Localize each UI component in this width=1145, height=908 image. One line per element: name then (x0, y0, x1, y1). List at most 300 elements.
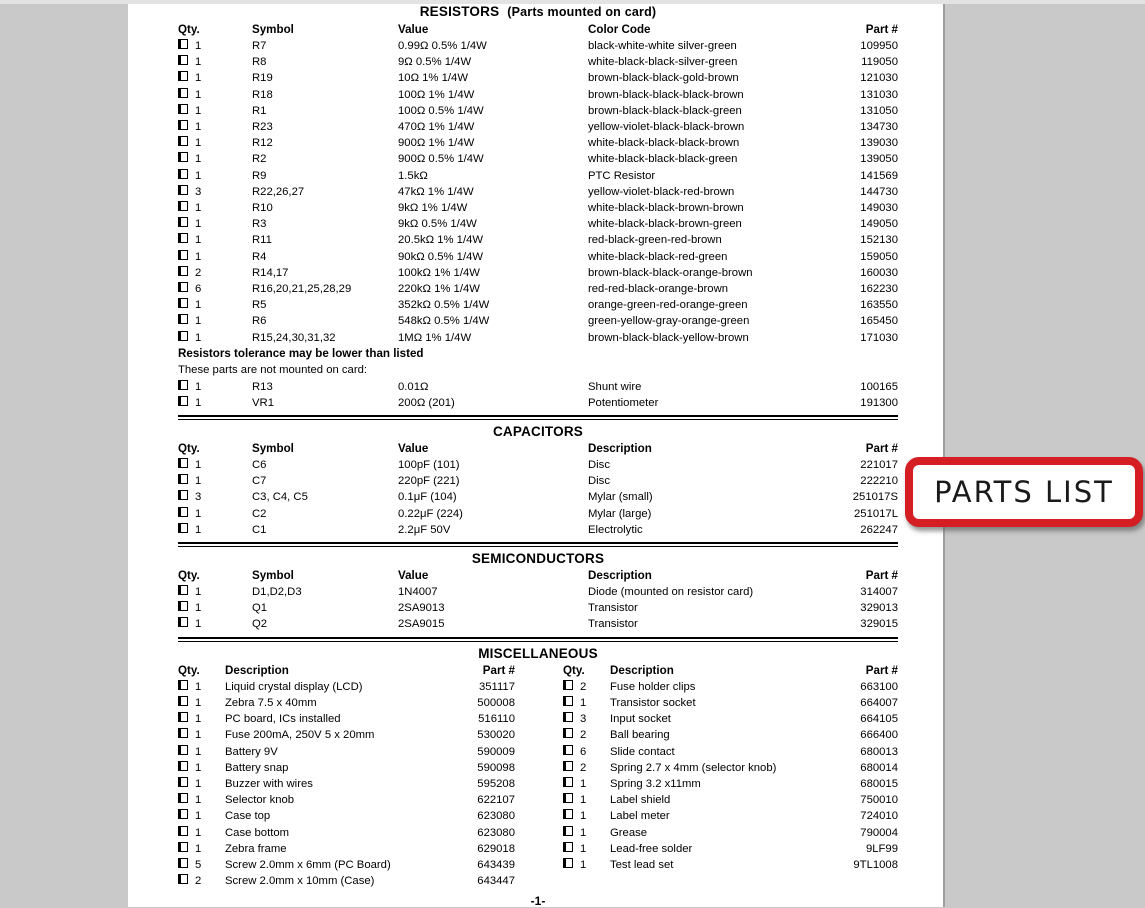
checkbox-icon (563, 728, 573, 738)
qty-cell: 1 (178, 168, 252, 184)
table-row (178, 506, 898, 522)
qty-cell: 1 (563, 776, 610, 792)
table-row (178, 87, 898, 103)
table-row (178, 695, 515, 711)
symbol-cell: C1 (252, 523, 267, 536)
qty-cell: 1 (563, 792, 610, 808)
description-cell: PTC Resistor (588, 169, 656, 182)
value-cell: 100pF (101) (398, 459, 460, 472)
table-row (563, 808, 898, 824)
table-row (178, 760, 515, 776)
table-row (178, 473, 898, 489)
semiconductors-title: SEMICONDUCTORS (471, 551, 605, 567)
qty-cell: 3 (563, 711, 610, 727)
symbol-cell: R15,24,30,31,32 (252, 331, 336, 344)
part-cell: 516110 (478, 713, 515, 726)
qty-cell: 1 (178, 841, 225, 857)
symbol-cell: R19 (252, 72, 273, 85)
part-cell: 152130 (860, 234, 898, 247)
symbol-cell: R7 (252, 40, 267, 52)
qty-cell: 3 (178, 184, 252, 200)
checkbox-icon (563, 826, 573, 836)
part-cell: 595208 (477, 777, 515, 790)
document-page (128, 0, 945, 907)
part-cell: 100165 (860, 380, 898, 393)
col-value: Value (398, 23, 429, 36)
checkbox-icon (178, 331, 188, 341)
checkbox-icon (178, 380, 188, 390)
description-cell: Electrolytic (588, 523, 643, 536)
resistors-rows (178, 38, 898, 346)
value-cell: 100Ω 1% 1/4W (398, 88, 475, 101)
symbol-cell: VR1 (252, 396, 274, 409)
part-cell: 643447 (477, 875, 515, 888)
qty-cell: 1 (178, 600, 252, 616)
resistors-extra-rows (178, 379, 898, 411)
qty-cell: 1 (178, 776, 225, 792)
description-cell: yellow-violet-black-black-brown (588, 121, 745, 134)
table-row (178, 38, 898, 54)
value-cell: 100Ω 0.5% 1/4W (398, 104, 484, 117)
checkbox-icon (178, 217, 188, 227)
description-cell: black-white-white silver-green (588, 40, 737, 52)
checkbox-icon (178, 474, 188, 484)
description-cell: Lead-free solder (610, 842, 693, 855)
value-cell: 0.01Ω (398, 380, 429, 393)
symbol-cell: R5 (252, 299, 267, 312)
checkbox-icon (563, 761, 573, 771)
col-part: Part # (865, 569, 898, 583)
col-symbol: Symbol (252, 23, 294, 36)
col-symbol: Symbol (252, 442, 294, 456)
description-cell: Spring 2.7 x 4mm (selector knob) (610, 761, 777, 774)
table-row (178, 489, 898, 505)
description-cell: Fuse 200mA, 250V 5 x 20mm (225, 729, 375, 742)
table-row (563, 776, 898, 792)
checkbox-icon (178, 282, 188, 292)
misc-right-header-row (563, 662, 898, 679)
qty-cell: 1 (178, 695, 225, 711)
description-cell: Case bottom (225, 826, 290, 839)
description-cell: brown-black-black-yellow-brown (588, 331, 749, 344)
col-description: Description (610, 663, 674, 677)
section-divider (178, 415, 898, 420)
value-cell: 1MΩ 1% 1/4W (398, 331, 472, 344)
qty-cell: 1 (178, 711, 225, 727)
value-cell: 10Ω 1% 1/4W (398, 72, 468, 85)
capacitors-section-title (178, 423, 898, 440)
viewer-top-edge (0, 0, 1145, 4)
part-cell: 314007 (860, 586, 898, 599)
checkbox-icon (178, 55, 188, 65)
part-cell: 623080 (477, 810, 515, 823)
value-cell: 100kΩ 1% 1/4W (398, 266, 480, 279)
description-cell: Battery snap (225, 761, 289, 774)
table-row (563, 760, 898, 776)
qty-cell: 1 (178, 200, 252, 216)
checkbox-icon (178, 777, 188, 787)
qty-cell: 1 (178, 38, 252, 54)
description-cell: Screw 2.0mm x 10mm (Case) (225, 875, 375, 888)
part-cell: 590098 (477, 761, 515, 774)
qty-cell: 1 (178, 808, 225, 824)
part-cell: 724010 (860, 810, 898, 823)
qty-cell: 1 (178, 249, 252, 265)
checkbox-icon (563, 745, 573, 755)
checkbox-icon (563, 842, 573, 852)
col-part: Part # (482, 663, 515, 677)
table-row (178, 776, 515, 792)
semiconductors-section-title (178, 550, 898, 567)
capacitors-header-row (178, 440, 898, 457)
checkbox-icon (178, 793, 188, 803)
not-mounted-note: These parts are not mounted on card: (178, 364, 368, 377)
checkbox-icon (563, 809, 573, 819)
description-cell: white-black-black-silver-green (588, 56, 738, 69)
qty-cell: 1 (178, 584, 252, 600)
qty-cell: 1 (178, 616, 252, 632)
description-cell: Zebra frame (225, 842, 287, 855)
checkbox-icon (178, 617, 188, 627)
description-cell: Label shield (610, 794, 671, 807)
description-cell: yellow-violet-black-red-brown (588, 185, 735, 198)
value-cell: 200Ω (201) (398, 396, 455, 409)
qty-cell: 5 (178, 857, 225, 873)
table-row (563, 679, 898, 695)
part-cell: 680013 (860, 745, 898, 758)
description-cell: Transistor socket (610, 696, 696, 709)
description-cell: Ball bearing (610, 729, 670, 742)
qty-cell: 3 (178, 489, 252, 505)
qty-cell: 1 (178, 135, 252, 151)
part-cell: 141569 (860, 169, 898, 182)
description-cell: Mylar (large) (588, 507, 652, 520)
part-cell: 134730 (860, 121, 898, 134)
qty-cell: 1 (563, 808, 610, 824)
part-cell: 664105 (860, 713, 898, 726)
symbol-cell: R22,26,27 (252, 185, 305, 198)
table-row (178, 330, 898, 346)
part-cell: 680014 (860, 761, 898, 774)
part-cell: 139050 (860, 153, 898, 166)
checkbox-icon (178, 728, 188, 738)
table-row (178, 135, 898, 151)
value-cell: 2.2μF 50V (398, 523, 451, 536)
part-cell: 171030 (860, 331, 898, 344)
checkbox-icon (178, 185, 188, 195)
symbol-cell: R2 (252, 153, 267, 166)
description-cell: Selector knob (225, 794, 295, 807)
checkbox-icon (178, 136, 188, 146)
qty-cell: 1 (178, 70, 252, 86)
table-row (178, 281, 898, 297)
col-part: Part # (865, 663, 898, 677)
table-row (178, 151, 898, 167)
checkbox-icon (563, 712, 573, 722)
miscellaneous-columns (178, 662, 898, 890)
part-cell: 9LF99 (865, 842, 898, 855)
table-row (178, 54, 898, 70)
qty-cell: 1 (178, 330, 252, 346)
table-row (178, 616, 898, 632)
section-divider (178, 637, 898, 642)
qty-cell: 1 (178, 522, 252, 538)
value-cell: 220kΩ 1% 1/4W (398, 283, 480, 296)
part-cell: 131030 (860, 88, 898, 101)
col-description: Description (588, 569, 652, 583)
page-number: -1- (530, 894, 546, 908)
table-row (178, 216, 898, 232)
col-description: Description (588, 442, 652, 456)
part-cell: 262247 (860, 523, 898, 536)
symbol-cell: R14,17 (252, 266, 289, 279)
qty-cell: 1 (178, 216, 252, 232)
checkbox-icon (563, 793, 573, 803)
description-cell: white-black-black-black-brown (588, 137, 740, 150)
description-cell: Mylar (small) (588, 491, 653, 504)
part-cell: 222210 (860, 475, 898, 488)
qty-cell: 1 (178, 54, 252, 70)
checkbox-icon (563, 696, 573, 706)
part-cell: 622107 (477, 794, 515, 807)
part-cell: 251017S (852, 491, 898, 504)
table-row (178, 200, 898, 216)
checkbox-icon (178, 314, 188, 324)
checkbox-icon (563, 680, 573, 690)
checkbox-icon (178, 680, 188, 690)
table-row (178, 841, 515, 857)
table-row (563, 825, 898, 841)
checkbox-icon (178, 745, 188, 755)
parts-list-content (178, 3, 898, 908)
description-cell: Case top (225, 810, 271, 823)
col-value: Value (398, 569, 429, 583)
col-qty: Qty. (178, 23, 200, 36)
part-cell: 666400 (860, 729, 898, 742)
checkbox-icon (178, 71, 188, 81)
checkbox-icon (178, 104, 188, 114)
part-cell: 329015 (860, 618, 898, 631)
qty-cell: 2 (563, 679, 610, 695)
symbol-cell: Q1 (252, 602, 268, 615)
qty-cell: 1 (178, 119, 252, 135)
description-cell: Transistor (588, 602, 638, 615)
checkbox-icon (178, 874, 188, 884)
checkbox-icon (178, 490, 188, 500)
qty-cell: 1 (178, 792, 225, 808)
part-cell: 251017L (854, 507, 898, 520)
table-row (563, 841, 898, 857)
part-cell: 9TL1008 (853, 858, 898, 871)
description-cell: brown-black-black-black-green (588, 104, 742, 117)
table-row (563, 857, 898, 873)
qty-cell: 2 (563, 727, 610, 743)
table-row (178, 395, 898, 411)
checkbox-icon (178, 396, 188, 406)
table-row (178, 297, 898, 313)
part-cell: 144730 (860, 185, 898, 198)
part-cell: 121030 (860, 72, 898, 85)
checkbox-icon (178, 152, 188, 162)
value-cell: 20.5kΩ 1% 1/4W (398, 234, 484, 247)
symbol-cell: R8 (252, 56, 267, 69)
col-value: Value (398, 442, 429, 456)
part-cell: 329013 (860, 602, 898, 615)
checkbox-icon (178, 458, 188, 468)
checkbox-icon (178, 761, 188, 771)
qty-cell: 2 (178, 873, 225, 889)
value-cell: 900Ω 1% 1/4W (398, 137, 475, 150)
qty-cell: 1 (178, 395, 252, 411)
checkbox-icon (178, 842, 188, 852)
qty-cell: 1 (563, 695, 610, 711)
checkbox-icon (178, 169, 188, 179)
part-cell: 162230 (860, 283, 898, 296)
checkbox-icon (178, 601, 188, 611)
part-cell: 191300 (860, 396, 898, 409)
table-row (178, 168, 898, 184)
table-row (178, 313, 898, 329)
symbol-cell: R23 (252, 121, 273, 134)
checkbox-icon (178, 298, 188, 308)
description-cell: brown-black-black-black-brown (588, 88, 744, 101)
semiconductors-rows (178, 584, 898, 633)
part-cell: 664007 (860, 696, 898, 709)
tolerance-note: Resistors tolerance may be lower than listed (178, 346, 424, 360)
value-cell: 470Ω 1% 1/4W (398, 121, 475, 134)
value-cell: 1N4007 (398, 586, 438, 599)
qty-cell: 1 (178, 760, 225, 776)
checkbox-icon (563, 858, 573, 868)
table-row (178, 379, 898, 395)
description-cell: Battery 9V (225, 745, 278, 758)
checkbox-icon (563, 777, 573, 787)
checkbox-icon (178, 712, 188, 722)
checkbox-icon (178, 233, 188, 243)
table-row (563, 695, 898, 711)
qty-cell: 1 (563, 857, 610, 873)
qty-cell: 1 (178, 457, 252, 473)
qty-cell: 1 (178, 727, 225, 743)
qty-cell: 1 (178, 825, 225, 841)
checkbox-icon (178, 250, 188, 260)
part-cell: 109950 (860, 40, 898, 52)
part-cell: 139030 (860, 137, 898, 150)
description-cell: Potentiometer (588, 396, 659, 409)
symbol-cell: C3, C4, C5 (252, 491, 308, 504)
parts-list-badge-label: PARTS LIST (934, 475, 1114, 509)
value-cell: 9kΩ 1% 1/4W (398, 202, 468, 215)
checkbox-icon (178, 809, 188, 819)
qty-cell: 1 (178, 87, 252, 103)
qty-cell: 1 (178, 297, 252, 313)
qty-cell: 1 (563, 841, 610, 857)
symbol-cell: R3 (252, 218, 267, 231)
part-cell: 629018 (477, 842, 515, 855)
symbol-cell: R1 (252, 104, 267, 117)
table-row (178, 825, 515, 841)
miscellaneous-left-column (178, 662, 515, 890)
misc-left-header-row (178, 662, 515, 679)
col-description: Description (225, 663, 289, 677)
table-row (178, 584, 898, 600)
section-divider (178, 542, 898, 547)
part-cell: 165450 (860, 315, 898, 328)
part-cell: 623080 (477, 826, 515, 839)
capacitors-rows (178, 457, 898, 538)
resistors-title: RESISTORS (419, 4, 500, 19)
part-cell: 163550 (860, 299, 898, 312)
description-cell: Zebra 7.5 x 40mm (225, 696, 317, 709)
symbol-cell: D1,D2,D3 (252, 586, 302, 599)
symbol-cell: R4 (252, 250, 267, 263)
qty-cell: 1 (178, 379, 252, 395)
value-cell: 0.99Ω 0.5% 1/4W (398, 40, 487, 52)
description-cell: Spring 3.2 x11mm (610, 777, 701, 790)
checkbox-icon (178, 858, 188, 868)
miscellaneous-section-title (178, 645, 898, 662)
table-row (178, 727, 515, 743)
value-cell: 900Ω 0.5% 1/4W (398, 153, 484, 166)
checkbox-icon (178, 507, 188, 517)
qty-cell: 1 (178, 473, 252, 489)
checkbox-icon (178, 523, 188, 533)
symbol-cell: C7 (252, 475, 267, 488)
symbol-cell: Q2 (252, 618, 268, 631)
part-cell: 351117 (478, 680, 515, 693)
col-part: Part # (865, 442, 898, 456)
part-cell: 750010 (860, 794, 898, 807)
qty-cell: 1 (178, 232, 252, 248)
description-cell: Input socket (610, 713, 671, 726)
value-cell: 0.22μF (224) (398, 507, 463, 520)
table-row (178, 232, 898, 248)
part-cell: 530020 (477, 729, 515, 742)
misc-left-rows (178, 679, 515, 890)
qty-cell: 1 (178, 679, 225, 695)
description-cell: Transistor (588, 618, 638, 631)
checkbox-icon (178, 120, 188, 130)
table-row (563, 727, 898, 743)
part-cell: 590009 (477, 745, 515, 758)
part-cell: 500008 (477, 696, 515, 709)
description-cell: green-yellow-gray-orange-green (588, 315, 750, 328)
checkbox-icon (178, 585, 188, 595)
value-cell: 1.5kΩ (398, 169, 428, 182)
table-row (178, 70, 898, 86)
symbol-cell: R16,20,21,25,28,29 (252, 283, 352, 296)
description-cell: Fuse holder clips (610, 680, 696, 693)
qty-cell: 1 (563, 825, 610, 841)
table-row (563, 792, 898, 808)
part-cell: 663100 (860, 680, 898, 693)
table-row (178, 103, 898, 119)
part-cell: 680015 (860, 777, 898, 790)
checkbox-icon (178, 201, 188, 211)
table-row (178, 873, 515, 889)
part-cell: 643439 (477, 858, 515, 871)
description-cell: white-black-black-brown-green (588, 218, 742, 231)
table-row (178, 808, 515, 824)
col-qty: Qty. (178, 663, 200, 677)
description-cell: red-red-black-orange-brown (588, 283, 729, 296)
miscellaneous-right-column (563, 662, 898, 890)
symbol-cell: R12 (252, 137, 273, 150)
col-qty: Qty. (563, 663, 585, 677)
table-row (178, 184, 898, 200)
value-cell: 9Ω 0.5% 1/4W (398, 56, 472, 69)
description-cell: Slide contact (610, 745, 675, 758)
